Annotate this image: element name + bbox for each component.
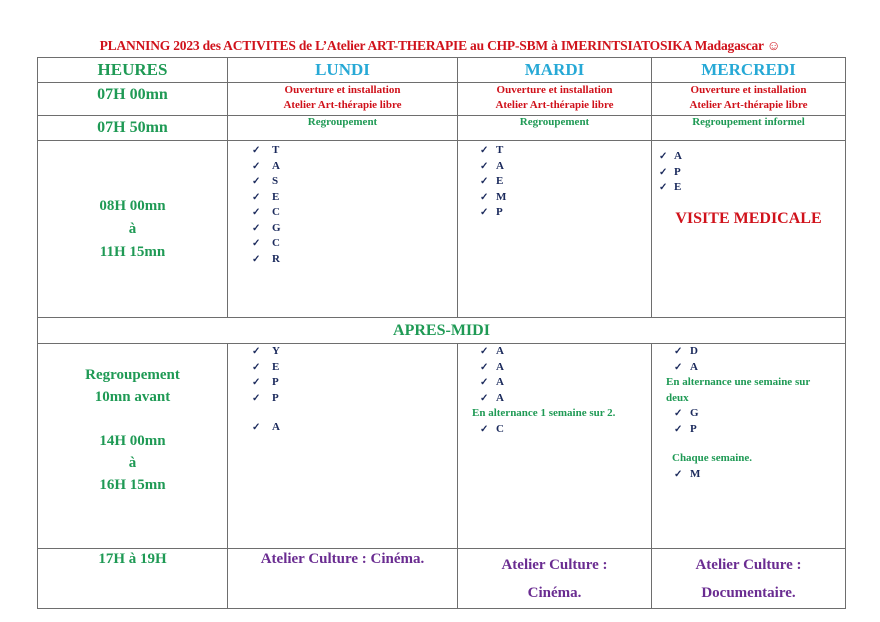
mardi-1400 xyxy=(458,344,652,549)
time-0750: 07H 50mn xyxy=(38,116,228,141)
time-1700: 17H à 19H xyxy=(38,549,228,609)
activity-text: P xyxy=(674,165,681,178)
culture-line: Atelier Culture : xyxy=(501,557,608,573)
activity-text: A xyxy=(496,376,504,388)
activity-item xyxy=(228,159,457,175)
row-0700 xyxy=(38,83,846,116)
activity-text: G xyxy=(272,221,281,234)
check-icon: ✓ xyxy=(252,238,261,249)
header-lundi: LUNDI xyxy=(228,58,458,83)
check-icon: ✓ xyxy=(659,166,668,178)
check-icon: ✓ xyxy=(480,207,489,218)
mardi-0700 xyxy=(458,83,652,116)
activity-list xyxy=(458,344,651,406)
check-icon: ✓ xyxy=(480,361,489,373)
activity-item xyxy=(228,420,457,436)
activity-item xyxy=(228,375,457,391)
activity-text: C xyxy=(272,237,280,249)
activity-item xyxy=(228,360,457,376)
lundi-0700 xyxy=(228,83,458,116)
time-line: à xyxy=(128,220,137,237)
activity-text: A xyxy=(496,360,504,373)
activity-item xyxy=(228,190,457,206)
time-1400 xyxy=(38,344,228,549)
mercredi-0750: Regroupement informel xyxy=(652,116,846,141)
culture-line: Cinéma. xyxy=(527,585,582,601)
check-icon: ✓ xyxy=(480,160,489,172)
check-icon: ✓ xyxy=(252,191,261,203)
activity-text: D xyxy=(690,345,698,357)
activity-item xyxy=(458,205,651,221)
check-icon: ✓ xyxy=(674,423,683,435)
activity-text: E xyxy=(272,190,280,203)
activity-text: A xyxy=(272,159,280,172)
check-icon: ✓ xyxy=(674,408,683,419)
header-heures: HEURES xyxy=(38,58,228,83)
visite-medicale: VISITE MEDICALE xyxy=(675,209,822,227)
activity-item xyxy=(228,143,457,159)
activity-text: A xyxy=(272,421,280,433)
check-icon: ✓ xyxy=(252,392,261,404)
activity-item xyxy=(652,344,845,360)
activity-item xyxy=(652,422,845,438)
activity-list xyxy=(458,141,651,221)
activity-item xyxy=(228,344,457,360)
activity-text: P xyxy=(496,206,503,218)
time-line: à xyxy=(128,455,137,471)
cell-line: Atelier Art-thérapie libre xyxy=(283,99,402,111)
activity-text: E xyxy=(272,360,280,373)
activity-item xyxy=(458,375,651,391)
lundi-1700: Atelier Culture : Cinéma. xyxy=(228,549,458,609)
check-icon: ✓ xyxy=(252,361,261,373)
culture-line: Documentaire. xyxy=(701,585,796,601)
activity-text: R xyxy=(272,252,280,265)
row-0800 xyxy=(38,141,846,318)
mardi-0750: Regroupement xyxy=(458,116,652,141)
activity-item xyxy=(228,391,457,407)
activity-item xyxy=(458,174,651,190)
header-mardi: MARDI xyxy=(458,58,652,83)
activity-list xyxy=(458,422,651,438)
row-1400 xyxy=(38,344,846,549)
check-icon: ✓ xyxy=(674,346,683,357)
row-0750 xyxy=(38,116,846,141)
mercredi-0800 xyxy=(652,141,846,318)
apres-midi-label: APRES-MIDI xyxy=(38,318,846,344)
activity-text: S xyxy=(272,175,279,187)
lundi-0800 xyxy=(228,141,458,318)
activity-item xyxy=(228,174,457,190)
check-icon: ✓ xyxy=(480,346,489,357)
cell-line: Atelier Art-thérapie libre xyxy=(689,99,808,111)
page-title: PLANNING 2023 des ACTIVITES de L’Atelier ART-THERAPIE au CHP-SBM à IMERINTSIATOSIKA Madagascar ☺ xyxy=(99,38,781,53)
mardi-1700 xyxy=(458,549,652,609)
row-apres-midi xyxy=(38,318,846,344)
check-icon: ✓ xyxy=(659,182,668,193)
row-1700 xyxy=(38,549,846,609)
cell-line: Ouverture et installation xyxy=(284,84,401,96)
check-icon: ✓ xyxy=(252,346,261,357)
check-icon: ✓ xyxy=(659,151,668,162)
check-icon: ✓ xyxy=(480,392,489,404)
mercredi-1700 xyxy=(652,549,846,609)
activity-item xyxy=(458,360,651,376)
activity-item xyxy=(652,360,845,376)
lundi-0750: Regroupement xyxy=(228,116,458,141)
activity-item xyxy=(228,205,457,221)
activity-text: C xyxy=(496,422,504,435)
check-icon: ✓ xyxy=(480,145,489,156)
check-icon: ✓ xyxy=(252,207,261,218)
check-icon: ✓ xyxy=(674,468,683,480)
check-icon: ✓ xyxy=(252,145,261,156)
activity-item xyxy=(458,190,651,206)
activity-list xyxy=(228,420,457,436)
time-line: Regroupement xyxy=(85,367,180,383)
activity-list xyxy=(652,406,845,437)
time-0800 xyxy=(38,141,228,318)
activity-text: A xyxy=(496,391,504,404)
check-icon: ✓ xyxy=(252,222,261,234)
check-icon: ✓ xyxy=(480,191,489,203)
activity-item xyxy=(228,252,457,268)
mercredi-1400 xyxy=(652,344,846,549)
time-0700: 07H 00mn xyxy=(38,83,228,116)
check-icon: ✓ xyxy=(252,422,261,433)
check-icon: ✓ xyxy=(674,361,683,373)
cell-line: Atelier Art-thérapie libre xyxy=(495,99,614,111)
header-mercredi: MERCREDI xyxy=(652,58,846,83)
lundi-1400 xyxy=(228,344,458,549)
header-row xyxy=(38,58,846,83)
activity-item xyxy=(458,391,651,407)
activity-item xyxy=(228,221,457,237)
activity-item xyxy=(652,406,845,422)
activity-text: T xyxy=(496,144,504,156)
activity-item xyxy=(458,422,651,438)
activity-text: E xyxy=(496,175,504,187)
activity-text: A xyxy=(690,360,698,373)
alternance-note: En alternance 1 semaine sur 2. xyxy=(472,407,616,419)
activity-text: Y xyxy=(272,345,280,357)
check-icon: ✓ xyxy=(252,160,261,172)
activity-item xyxy=(458,344,651,360)
activity-text: E xyxy=(674,181,682,193)
alternance-note: En alternance une semaine sur deux xyxy=(666,376,811,404)
cell-line: Ouverture et installation xyxy=(496,84,613,96)
activity-text: G xyxy=(690,407,699,419)
activity-text: M xyxy=(690,467,701,480)
activity-text: P xyxy=(690,422,697,435)
mardi-0800 xyxy=(458,141,652,318)
time-line: 16H 15mn xyxy=(99,477,166,493)
activity-text: P xyxy=(272,391,279,404)
activity-list xyxy=(652,344,845,375)
check-icon: ✓ xyxy=(480,423,489,435)
cell-line: Ouverture et installation xyxy=(690,84,807,96)
schedule-table xyxy=(37,57,846,609)
activity-item xyxy=(228,236,457,252)
activity-list xyxy=(652,141,845,196)
check-icon: ✓ xyxy=(480,176,489,187)
chaque-semaine-note: Chaque semaine. xyxy=(672,452,753,464)
activity-text: T xyxy=(272,144,280,156)
activity-item xyxy=(652,149,845,165)
activity-text: A xyxy=(496,345,504,357)
activity-item xyxy=(458,143,651,159)
activity-item xyxy=(652,467,845,483)
check-icon: ✓ xyxy=(252,253,261,265)
time-line: 10mn avant xyxy=(94,389,171,405)
mercredi-0700 xyxy=(652,83,846,116)
time-line: 08H 00mn xyxy=(99,197,166,214)
check-icon: ✓ xyxy=(252,377,261,388)
culture-line: Atelier Culture : xyxy=(695,557,802,573)
time-line: 14H 00mn xyxy=(99,433,166,449)
activity-item xyxy=(652,165,845,181)
activity-text: A xyxy=(496,159,504,172)
activity-text: A xyxy=(674,150,682,162)
activity-list xyxy=(228,141,457,267)
time-line: 11H 15mn xyxy=(99,243,166,260)
activity-list xyxy=(228,344,457,406)
activity-list xyxy=(652,467,845,483)
activity-text: P xyxy=(272,376,279,388)
check-icon: ✓ xyxy=(252,176,261,187)
activity-item xyxy=(652,180,845,196)
activity-text: C xyxy=(272,206,280,218)
activity-text: M xyxy=(496,190,507,203)
activity-item xyxy=(458,159,651,175)
check-icon: ✓ xyxy=(480,377,489,388)
